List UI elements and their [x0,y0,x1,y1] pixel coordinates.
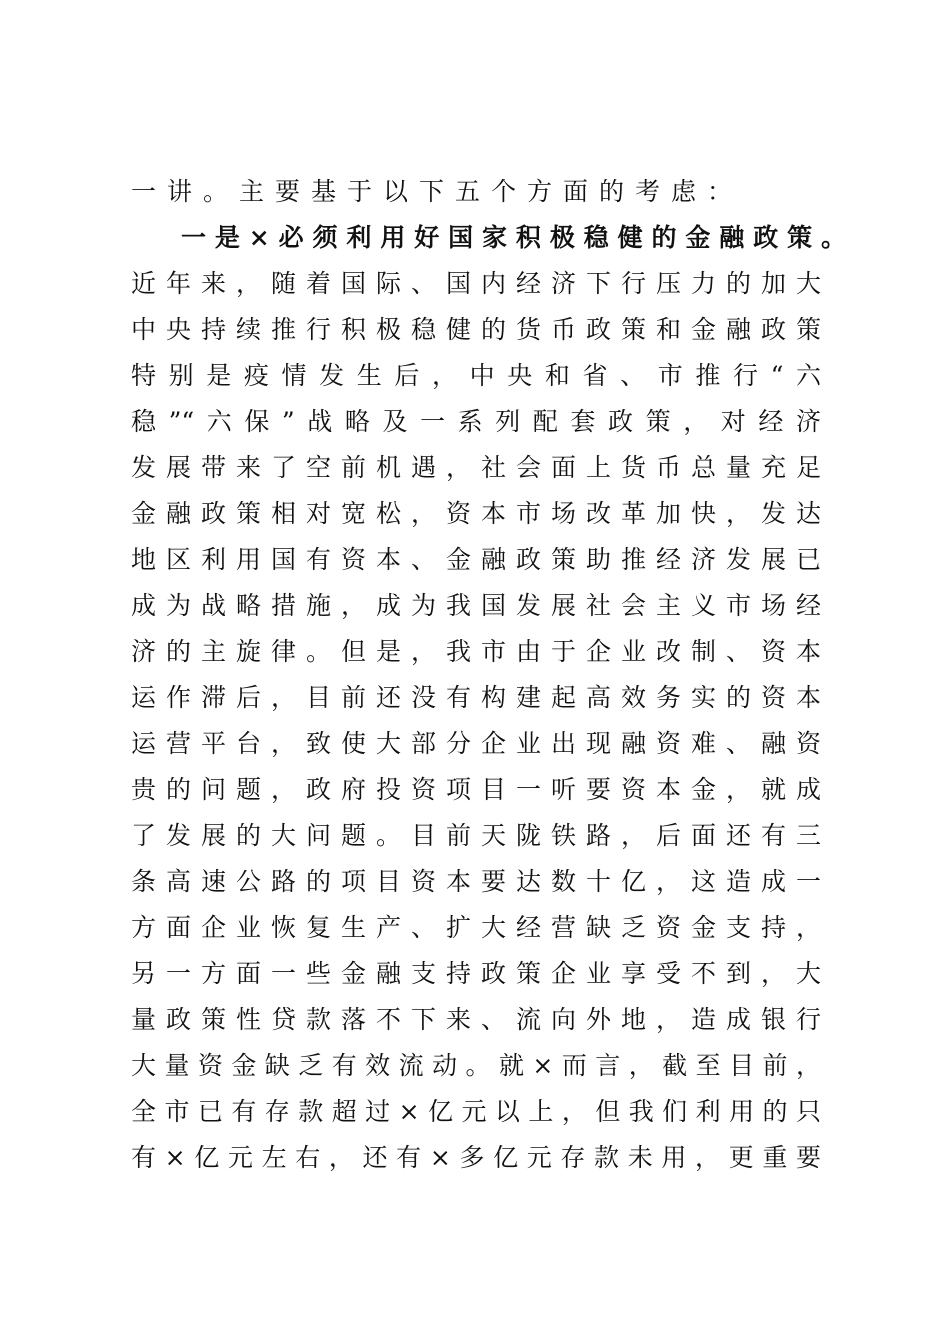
text-line: 中央持续推行积极稳健的货币政策和金融政策 [131,315,821,344]
text-line: 稳”“六保”战略及一系列配套政策，对经济 [131,407,821,436]
text-line: 成为战略措施，成为我国发展社会主义市场经 [131,591,821,620]
text-line: 特别是疫情发生后，中央和省、市推行“六 [131,361,821,390]
text-line: 方面企业恢复生产、扩大经营缺乏资金支持， [131,913,821,942]
text-line: 地区利用国有资本、金融政策助推经济发展已 [131,545,821,574]
text-line: 一讲。主要基于以下五个方面的考虑： [131,177,744,206]
text-line: 近年来，随着国际、国内经济下行压力的加大 [131,269,821,298]
text-line: 了发展的大问题。目前天陇铁路，后面还有三 [131,821,821,850]
section-heading: 一是×必须利用好国家积极稳健的金融政策。 [181,223,846,252]
text-line: 量政策性贷款落不下来、流向外地，造成银行 [131,1005,821,1034]
text-line: 贵的问题，政府投资项目一听要资本金，就成 [131,775,821,804]
text-line: 条高速公路的项目资本要达数十亿，这造成一 [131,867,821,896]
text-line: 全市已有存款超过×亿元以上，但我们利用的只 [131,1097,821,1126]
text-line: 另一方面一些金融支持政策企业享受不到，大 [131,959,821,988]
text-line: 大量资金缺乏有效流动。就×而言，截至目前， [131,1051,821,1080]
text-line: 运营平台，致使大部分企业出现融资难、融资 [131,729,821,758]
text-line: 济的主旋律。但是，我市由于企业改制、资本 [131,637,821,666]
text-line: 运作滞后，目前还没有构建起高效务实的资本 [131,683,821,712]
text-line: 金融政策相对宽松，资本市场改革加快，发达 [131,499,821,528]
text-line: 有×亿元左右，还有×多亿元存款未用，更重要 [131,1143,821,1172]
text-line: 发展带来了空前机遇，社会面上货币总量充足 [131,453,821,482]
